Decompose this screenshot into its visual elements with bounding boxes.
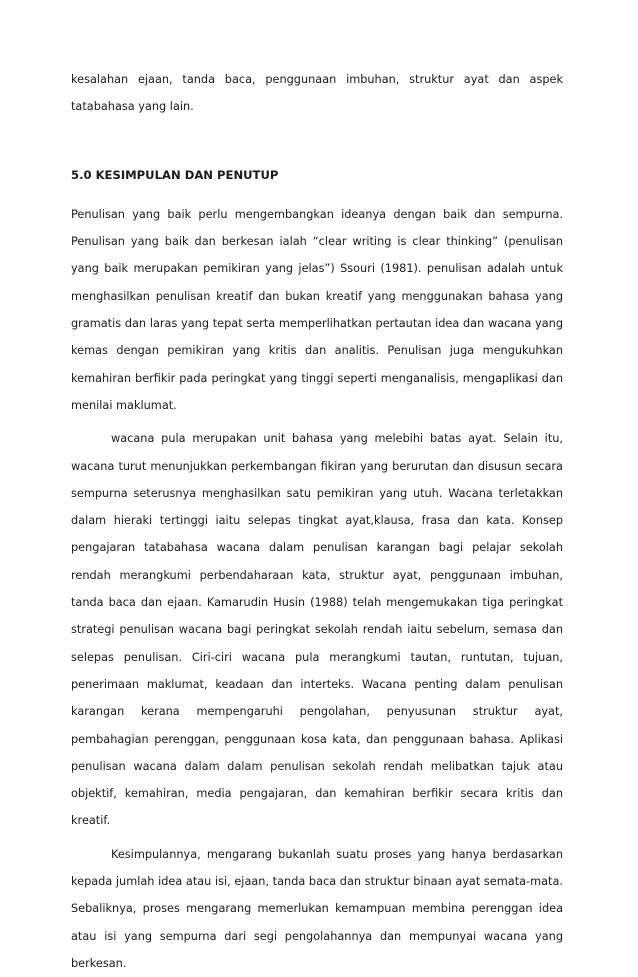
document-page bbox=[71, 66, 563, 977]
paragraph-continued: kesalahan ejaan, tanda baca, penggunaan imbuhan, struktur ayat dan aspek tatabahasa yang lain. bbox=[71, 73, 563, 114]
section-heading: 5.0 KESIMPULAN DAN PENUTUP bbox=[71, 167, 279, 182]
paragraph-conclusion-2: wacana pula merupakan unit bahasa yang melebihi batas ayat. Selain itu, wacana turut menunjukkan perkembangan fikiran yang berurutan dan disusun secara sempurna seterusnya menghasilkan satu pemikiran yang utuh. Wacana terletakkan dalam hieraki tertinggi iaitu selepas tingkat ayat,klausa, frasa dan kata. Konsep pengajaran tatabahasa wacana dalam penulisan karangan bagi pelajar sekolah rendah merangkumi perbendaharaan kata, struktur ayat, penggunaan imbuhan, tanda baca dan ejaan. Kamarudin Husin (1988) telah mengemukakan tiga peringkat strategi penulisan wacana bagi peringkat sekolah rendah iaitu sebelum, semasa dan selepas penulisan. Ciri-ciri wacana pula merangkumi tautan, runtutan, tujuan, penerimaan maklumat, keadaan dan interteks. Wacana penting dalam penulisan karangan kerana mempengaruhi pengolahan, penyusunan struktur ayat, pembahagian perenggan, penggunaan kosa kata, dan penggunaan bahasa. Aplikasi penulisan wacana dalam dalam penulisan sekolah rendah melibatkan tajuk atau objektif, kemahiran, media pengajaran, dan kemahiran berfikir secara kritis dan kreatif. bbox=[71, 432, 563, 828]
paragraph-conclusion-1: Penulisan yang baik perlu mengembangkan ideanya dengan baik dan sempurna. Penulisan yang baik dan berkesan ialah “clear writing is clear thinking” (penulisan yang baik merupakan pemikiran yang jelas”) Ssouri (1981). penulisan adalah untuk menghasilkan penulisan kreatif dan bukan kreatif yang menggunakan bahasa yang gramatis dan laras yang tepat serta memperlihatkan pertautan idea dan wacana yang kemas dengan pemikiran yang kritis dan analitis. Penulisan juga mengukuhkan kemahiran berfikir pada peringkat yang tinggi seperti menganalisis, mengaplikasi dan menilai maklumat. bbox=[71, 207, 563, 412]
paragraph-conclusion-3: Kesimpulannya, mengarang bukanlah suatu proses yang hanya berdasarkan kepada jumlah idea atau isi, ejaan, tanda baca dan struktur binaan ayat semata-mata. Sebaliknya, proses mengarang memerlukan kemampuan membina perenggan idea atau isi yang sempurna dari segi pengolahannya dan mempunyai wacana yang berkesan. bbox=[71, 847, 563, 970]
